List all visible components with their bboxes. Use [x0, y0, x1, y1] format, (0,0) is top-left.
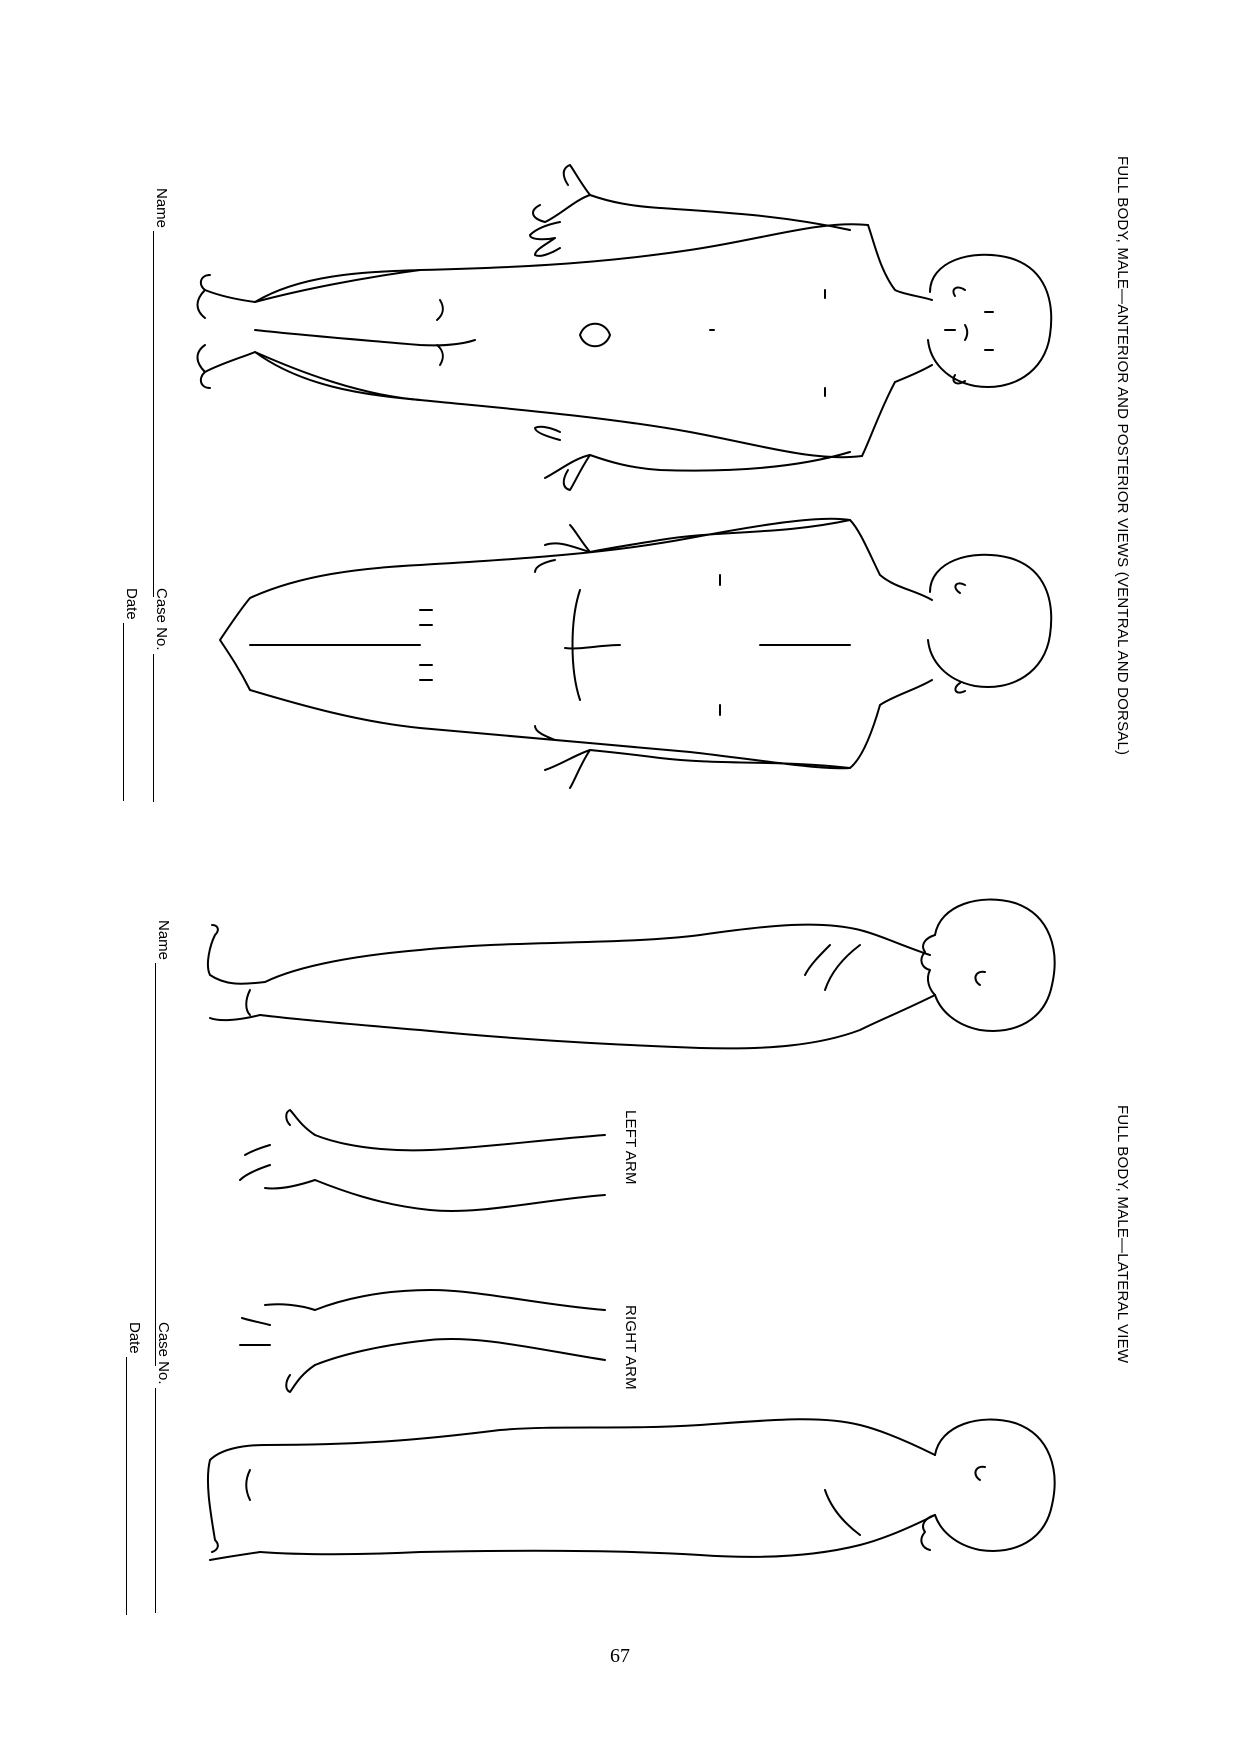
left-arm-figure: [240, 1110, 605, 1211]
anterior-face: [945, 312, 993, 350]
right-arm-hand: [240, 1304, 315, 1392]
anterior-chest-marks: [710, 290, 825, 396]
posterior-buttocks: [573, 590, 581, 700]
lateral-top-knee: [246, 990, 250, 1015]
anterior-neck-lower: [862, 365, 932, 456]
left-arm-lower-edge: [315, 1180, 605, 1211]
right-arm-upper-edge: [315, 1290, 605, 1310]
anterior-feet: [198, 290, 206, 372]
anterior-leg-inner: [255, 330, 475, 345]
left-arm-label: LEFT ARM: [622, 1110, 639, 1185]
anterior-leg-lower: [201, 352, 420, 400]
lateral-body-figure-bottom: [208, 1419, 1055, 1560]
left-arm-upper-edge: [315, 1135, 605, 1150]
lateral-body-figure-top: [208, 900, 1055, 1049]
posterior-head: [928, 555, 1051, 687]
lateral-top-face: [921, 935, 935, 995]
posterior-knee-marks: [420, 610, 432, 680]
lateral-top-body-back: [260, 995, 935, 1048]
lateral-title: FULL BODY, MALE—LATERAL VIEW: [1114, 1105, 1131, 1364]
posterior-hand-lower: [535, 726, 590, 788]
anterior-posterior-title: FULL BODY, MALE—ANTERIOR AND POSTERIOR VIEWS (VENTRAL AND DORSAL): [1114, 156, 1131, 756]
lateral-bottom-ear: [975, 1467, 985, 1480]
right-arm-lower-edge: [315, 1339, 605, 1365]
right-arm-figure: [240, 1290, 605, 1392]
anterior-torso-upper: [255, 224, 868, 302]
anterior-arm-lower: [545, 452, 850, 478]
anterior-body-figure: [198, 165, 1052, 490]
bottom-name-label: Name: [155, 920, 172, 961]
lateral-top-arm: [805, 945, 860, 990]
lateral-bottom-body-front: [265, 1419, 935, 1455]
top-case-label: Case No.: [153, 588, 170, 651]
lateral-top-body-front: [265, 925, 930, 982]
anterior-hand-upper: [530, 165, 590, 256]
lateral-top-ear: [975, 972, 985, 985]
lateral-top-head: [935, 900, 1055, 1031]
anterior-head: [928, 255, 1051, 387]
anterior-leg-upper: [201, 270, 420, 302]
posterior-neck-shoulders: [250, 519, 932, 600]
lateral-bottom-knee: [246, 1470, 250, 1500]
lateral-bottom-body-back: [260, 1515, 935, 1557]
top-name-label: Name: [153, 188, 170, 229]
lateral-bottom-head: [935, 1420, 1055, 1551]
anterior-arm-upper: [533, 195, 850, 230]
anterior-torso-lower: [255, 352, 862, 457]
top-date-label: Date: [123, 588, 140, 620]
posterior-body-figure: [220, 519, 1051, 788]
lateral-top-foot: [208, 925, 265, 1020]
anterior-genitals: [580, 324, 610, 347]
posterior-ear-marks: [955, 583, 965, 692]
lateral-bottom-arm: [825, 1490, 860, 1535]
bottom-case-label: Case No.: [155, 1322, 172, 1385]
posterior-leg-gap: [220, 598, 420, 690]
posterior-arm-upper: [545, 520, 850, 552]
left-arm-hand: [240, 1110, 315, 1188]
anterior-knee-marks: [437, 300, 443, 365]
posterior-lower-outline: [250, 680, 932, 768]
anterior-ear-top: [953, 288, 965, 296]
anterior-neck-upper: [868, 225, 932, 300]
bottom-date-label: Date: [126, 1322, 143, 1354]
right-arm-label: RIGHT ARM: [622, 1305, 639, 1390]
lateral-bottom-foot: [208, 1445, 265, 1560]
posterior-spine: [565, 645, 850, 648]
page-number: 67: [610, 1645, 630, 1667]
